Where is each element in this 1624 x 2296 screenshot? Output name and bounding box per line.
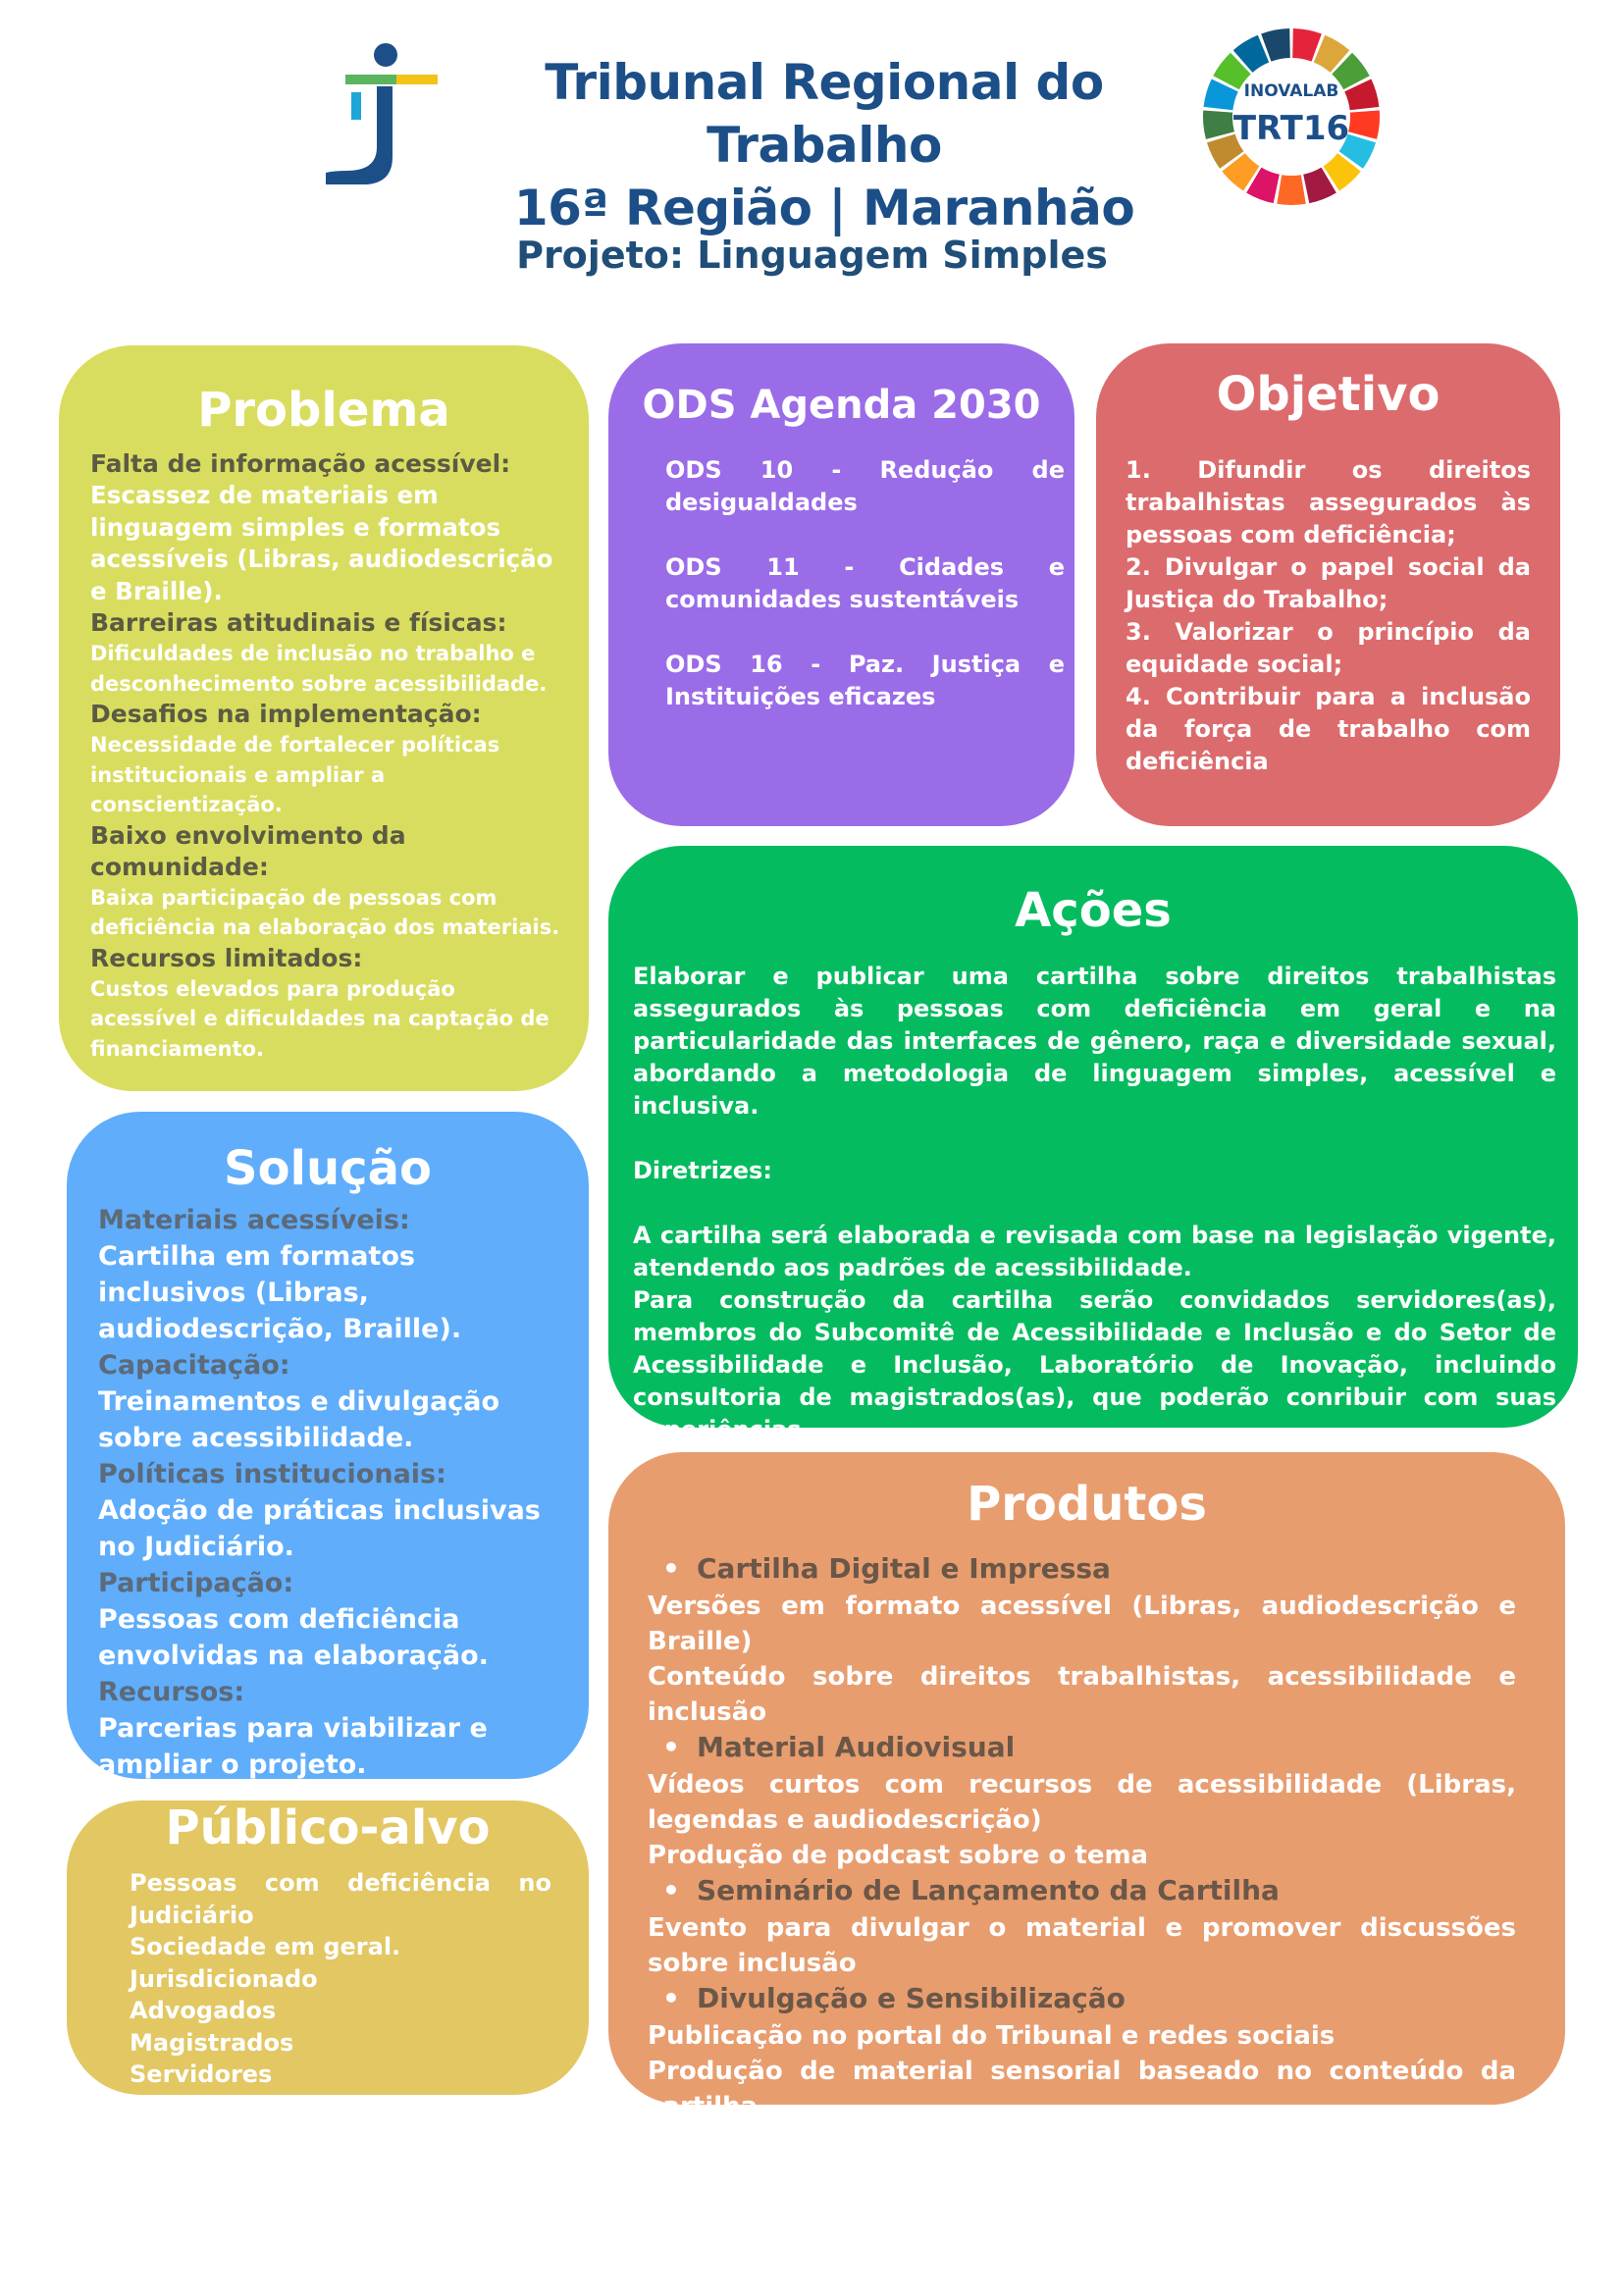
ods-title: ODS Agenda 2030 [642,383,1041,428]
acoes-title: Ações [1015,883,1172,938]
publico-alvo-body [130,1867,551,2091]
solucao-item-heading: Materiais acessíveis: [98,1205,410,1235]
ods-item: ODS 10 - Redução de desigualdades [665,456,1065,516]
produtos-group-heading: • Seminário de Lançamento da Cartilha [648,1873,1516,1908]
logo-trt16-text: TRT16 [1232,109,1350,148]
solucao-item-heading: Políticas institucionais: [98,1459,446,1489]
solucao-item [98,1456,571,1565]
produtos-line: Produção de podcast sobre o tema [648,1841,1149,1870]
ods-item: ODS 11 - Cidades e comunidades sustentáveis [665,553,1065,613]
produtos-line: Produção de material sensorial baseado no conteúdo da cartilha [648,2057,1516,2121]
publico-alvo-card [67,1800,589,2095]
solucao-item-text: Pessoas com deficiência envolvidas na elaboração. [98,1604,489,1671]
ods-body [665,454,1065,746]
header-title-line1: Tribunal Regional do Trabalho [545,54,1104,174]
produtos-line: Evento para divulgar o material e promover discussões sobre inclusão [648,1913,1516,1978]
solucao-item-text: Adoção de práticas inclusivas no Judiciário. [98,1495,541,1562]
problema-item-text: Dificuldades de inclusão no trabalho e desconhecimento sobre acessibilidade. [90,642,548,696]
problema-item [90,699,565,820]
objetivo-body [1126,454,1531,778]
header-title-line2: 16ª Região | Maranhão [513,180,1135,236]
produtos-body [648,1551,1516,2124]
solucao-title: Solução [224,1141,432,1196]
produtos-line: Publicação no portal do Tribunal e redes sociais [648,2021,1336,2051]
header-title [451,51,1197,239]
solucao-card [67,1112,589,1779]
ods-item: ODS 16 - Paz. Justiça e Instituições eficazes [665,651,1065,710]
acoes-diretrizes-label: Diretrizes: [633,1157,772,1184]
problema-item-text: Baixa participação de pessoas com deficiência na elaboração dos materiais. [90,885,560,939]
solucao-item-text: Parcerias para viabilizar e ampliar o projeto. [98,1713,488,1780]
publico-alvo-item: Advogados [130,1997,277,2024]
solucao-item-heading: Recursos: [98,1677,245,1707]
solucao-item-heading: Participação: [98,1568,294,1598]
trt-logo-icon [324,41,442,188]
problema-item-heading: Desafios na implementação: [90,700,482,728]
solucao-item [98,1565,571,1674]
solucao-item-heading: Capacitação: [98,1350,290,1381]
problema-item [90,607,565,699]
produtos-line: Versões em formato acessível (Libras, audiodescrição e Braille) [648,1592,1516,1656]
publico-alvo-item: Jurisdicionado [130,1964,318,1993]
project-subtitle: Projeto: Linguagem Simples [516,234,1108,277]
problema-item-heading: Recursos limitados: [90,943,363,972]
problema-item [90,448,565,607]
publico-alvo-item: Sociedade em geral. [130,1933,401,1960]
objetivo-item: 1. Difundir os direitos trabalhistas assegurados às pessoas com deficiência; [1126,456,1531,548]
logo-inovalab-text: INOVALAB [1243,81,1339,101]
objetivo-item: 3. Valorizar o princípio da equidade social; [1126,618,1531,678]
objetivo-title: Objetivo [1216,367,1441,422]
sdg-wheel-segment [1277,175,1306,205]
acoes-body [633,961,1556,1446]
problema-item-text: Necessidade de fortalecer políticas institucionais e ampliar a conscientização. [90,733,500,816]
publico-alvo-title: Público-alvo [165,1800,491,1855]
produtos-title: Produtos [967,1477,1207,1532]
acoes-diretriz-2: Para construção da cartilha serão convidados servidores(as), membros do Subcomitê de Acessibilidade e Inclusão e do Setor de Acessibilidade e Inclusão, Laboratório de Inovação, incluindo consultoria de magistrados(as), que poderão conribuir com suas experiências. [633,1286,1556,1443]
solucao-body [98,1202,571,1783]
produtos-group-heading: • Divulgação e Sensibilização [648,1981,1516,2016]
publico-alvo-item: Pessoas com deficiência no Judiciário [130,1869,551,1929]
produtos-group-heading: • Cartilha Digital e Impressa [648,1551,1516,1587]
problema-item-heading: Baixo envolvimento da comunidade: [90,820,406,881]
sdg-wheel-segment [1203,110,1234,138]
objetivo-card [1096,343,1560,826]
publico-alvo-item: Magistrados [130,2028,294,2057]
problema-item-heading: Falta de informação acessível: [90,449,511,478]
produtos-line: Conteúdo sobre direitos trabalhistas, acessibilidade e inclusão [648,1662,1516,1727]
solucao-item-text: Cartilha em formatos inclusivos (Libras, audiodescrição, Braille). [98,1241,462,1344]
problema-item [90,820,565,943]
publico-alvo-item: Servidores [130,2061,273,2088]
problema-item [90,943,565,1065]
acoes-card [608,846,1578,1443]
ods-card [608,343,1074,826]
objetivo-item: 4. Contribuir para a inclusão da força de trabalho com deficiência [1126,683,1531,775]
sdg-wheel-segment [1348,110,1380,138]
produtos-line: Vídeos curtos com recursos de acessibilidade (Libras, legendas e audiodescrição) [648,1770,1516,1835]
produtos-group-heading: • Material Audiovisual [648,1730,1516,1765]
solucao-item-text: Treinamentos e divulgação sobre acessibilidade. [98,1386,500,1453]
produtos-card [608,1452,1565,2121]
objetivo-item: 2. Divulgar o papel social da Justiça do Trabalho; [1126,553,1531,613]
acoes-intro: Elaborar e publicar uma cartilha sobre direitos trabalhistas assegurados às pessoas com deficiência em geral e na particularidade das interfaces de gênero, raça e diversidade sexual, abordando a metodologia de linguagem simples, acessível e inclusiva. [633,963,1556,1120]
problema-item-text: Custos elevados para produção acessível e dificuldades na captação de financiamento. [90,976,550,1061]
problema-item-text: Escassez de materiais em linguagem simples e formatos acessíveis (Libras, audiodescrição e Braille). [90,481,553,605]
solucao-item [98,1347,571,1456]
solucao-item [98,1202,571,1347]
acoes-diretriz-1: A cartilha será elaborada e revisada com base na legislação vigente, atendendo aos padrões de acessibilidade. [633,1222,1556,1281]
solucao-item [98,1674,571,1783]
problema-body [90,448,565,1064]
inovalab-sdg-logo-icon [1202,27,1381,206]
problema-card [59,345,589,1091]
problema-title: Problema [197,383,450,438]
problema-item-heading: Barreiras atitudinais e físicas: [90,608,507,637]
